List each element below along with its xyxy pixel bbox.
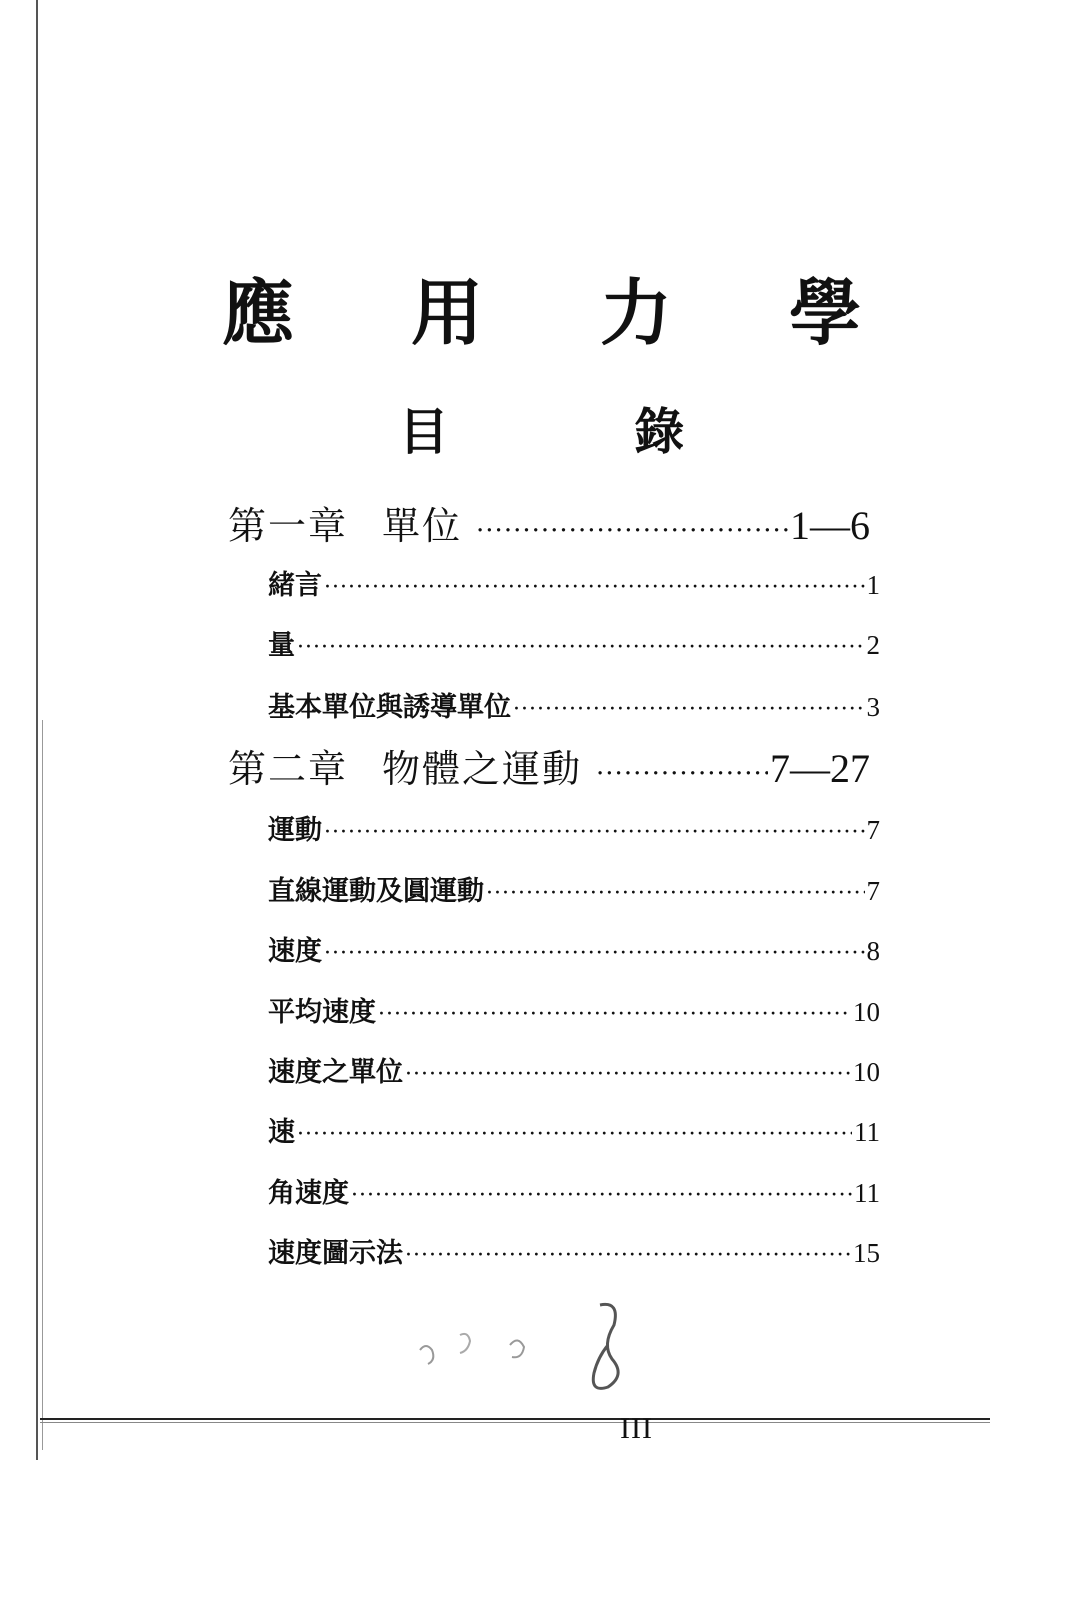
dot-leader bbox=[351, 1183, 852, 1208]
chapter-number: 第二章 bbox=[228, 747, 349, 791]
toc-entry[interactable] bbox=[268, 808, 880, 847]
chapter-page-range: 1—6 bbox=[790, 503, 870, 548]
toc-entry[interactable] bbox=[268, 1110, 880, 1149]
toc-entry[interactable] bbox=[268, 1231, 880, 1270]
dot-leader bbox=[324, 820, 865, 845]
page-folio: III bbox=[620, 1412, 653, 1445]
dot-leader bbox=[297, 635, 865, 660]
toc-chapter-2[interactable] bbox=[228, 738, 870, 793]
bottom-rule-secondary bbox=[40, 1422, 990, 1423]
entry-page: 1 bbox=[866, 570, 880, 600]
chapter-heading bbox=[228, 738, 582, 793]
chapter-title: 物體之運動 bbox=[382, 747, 583, 791]
entry-page: 11 bbox=[854, 1117, 880, 1147]
entry-title: 基本單位與誘導單位 bbox=[268, 692, 511, 723]
entry-title: 角速度 bbox=[268, 1178, 349, 1209]
dot-leader bbox=[297, 1122, 852, 1147]
toc-entry[interactable] bbox=[268, 869, 880, 908]
entry-title: 速度之單位 bbox=[268, 1057, 403, 1088]
entry-page: 15 bbox=[853, 1238, 880, 1268]
entry-page: 3 bbox=[866, 692, 880, 722]
entry-title: 運動 bbox=[268, 815, 322, 846]
toc-heading: 目 錄 bbox=[398, 402, 769, 461]
toc-entry[interactable] bbox=[268, 685, 880, 724]
dot-leader bbox=[486, 881, 865, 906]
entry-title: 平均速度 bbox=[268, 997, 376, 1028]
dot-leader bbox=[476, 516, 788, 546]
chapter-title: 單位 bbox=[382, 504, 463, 548]
toc-entry[interactable] bbox=[268, 563, 880, 602]
book-title: 應 用 力 學 bbox=[221, 270, 908, 355]
handwritten-pencil-mark-icon bbox=[400, 1295, 660, 1395]
entry-title: 量 bbox=[268, 630, 295, 661]
chapter-page-range: 7—27 bbox=[770, 746, 870, 791]
entry-title: 速度 bbox=[268, 936, 322, 967]
page-edge-line-inner bbox=[42, 720, 43, 1450]
entry-page: 11 bbox=[854, 1178, 880, 1208]
dot-leader bbox=[324, 941, 865, 966]
dot-leader bbox=[596, 759, 768, 789]
entry-title: 緒言 bbox=[268, 570, 322, 601]
toc-chapter-1[interactable] bbox=[228, 495, 870, 550]
toc-entry[interactable] bbox=[268, 1050, 880, 1089]
entry-page: 10 bbox=[853, 997, 880, 1027]
page-edge-line bbox=[36, 0, 38, 1460]
entry-page: 2 bbox=[866, 630, 880, 660]
toc-entry[interactable] bbox=[268, 929, 880, 968]
dot-leader bbox=[513, 697, 865, 722]
dot-leader bbox=[324, 575, 865, 600]
chapter-number: 第一章 bbox=[228, 504, 349, 548]
dot-leader bbox=[405, 1062, 851, 1087]
dot-leader bbox=[378, 1002, 851, 1027]
bottom-rule bbox=[40, 1418, 990, 1420]
entry-page: 7 bbox=[866, 815, 880, 845]
entry-title: 速 bbox=[268, 1117, 295, 1148]
entry-page: 10 bbox=[853, 1057, 880, 1087]
entry-title: 速度圖示法 bbox=[268, 1238, 403, 1269]
toc-entry[interactable] bbox=[268, 623, 880, 662]
entry-page: 8 bbox=[866, 936, 880, 966]
entry-page: 7 bbox=[866, 876, 880, 906]
entry-title: 直線運動及圓運動 bbox=[268, 876, 484, 907]
toc-entry[interactable] bbox=[268, 990, 880, 1029]
chapter-heading bbox=[228, 495, 462, 550]
toc-entry[interactable] bbox=[268, 1171, 880, 1210]
dot-leader bbox=[405, 1243, 851, 1268]
